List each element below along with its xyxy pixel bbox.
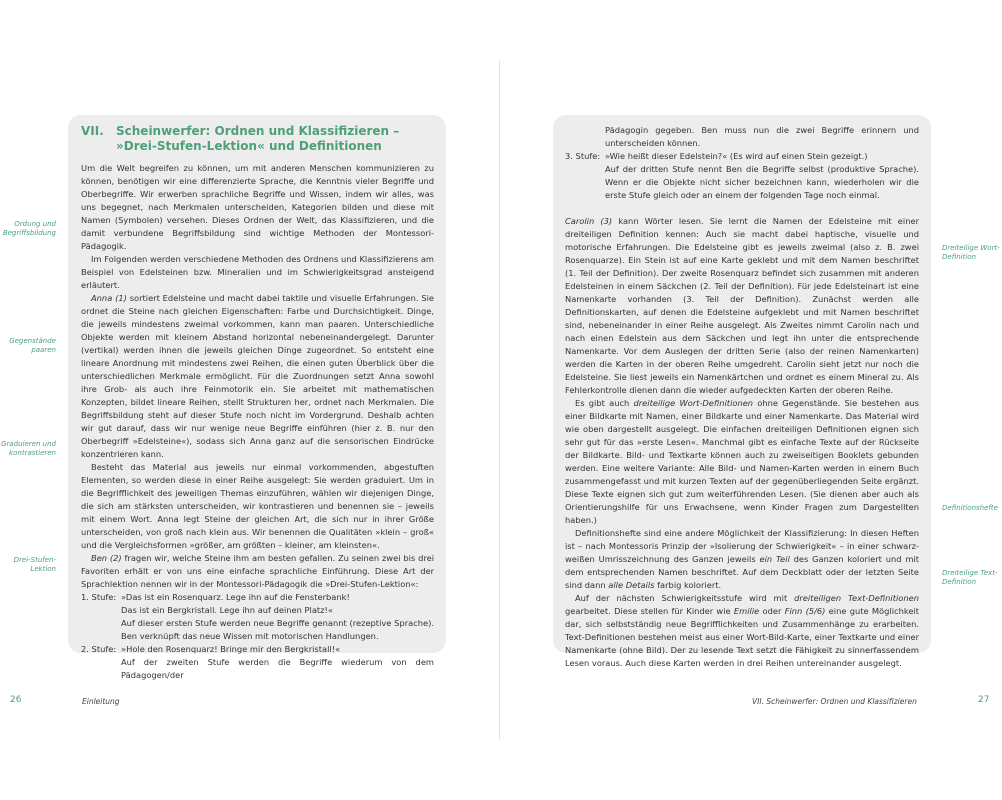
emphasis: dreiteilige Wort-Definitionen [633,398,754,408]
step-label: 2. Stufe: [81,644,117,654]
paragraph: Besteht das Material aus jeweils nur einmal vorkommenden, abgestuften Elementen, so werden diese in einer Reihe ausgelegt: Sie werden graduiert. Um in die Begrifflichkeit des jeweiligen Themas einzuführen, wählen wir diejenigen Dinge, die sich am stärksten unterscheiden, wir kontrastieren und benennen sie – jeweils mit einem Wort. Anna legt Steine der gleichen Art, die sich nur in ihrer Größe unterscheiden, von groß nach klein aus. Wir benennen die Qualitäten »klein – groß« und die Vergleichsformen »größer, am größten – kleiner, am kleinsten«. [81,462,434,550]
paragraph-text: kann Wörter lesen. Sie lernt die Namen der Edelsteine mit einer dreiteiligen Definition kennen: Auch sie macht dabei haptische, visuelle und motorische Erfahrungen. Die Edelsteine gibt es jeweils zweimal (also z. B. zwei Rosenquarze). Ein Stein ist auf eine Karte geklebt und mit dem Namen beschriftet (1. Teil der Definition). Der zweite Rosenquarz befindet sich zusammen mit anderen Edelsteinen in einem Säckchen (2. Teil der Definition). Für jede Edelsteinart ist eine Namenkarte vorhanden (3. Teil der Definition). Zunächst werden alle Definitionskarten, auf denen die Edelsteine aufgeklebt und mit Namen beschriftet sind, nebeneinander in einer Reihe ausgelegt. Als Zweites nimmt Carolin nach und nach einen Edelstein aus dem Säckchen und legt ihn unter die entsprechende Namenkarte. Vor dem Auslegen der dritten Serie (also der reinen Namenkarten) werden die Karten in der oberen Reihe umgedreht. Carolin sieht jetzt nur noch die Edelsteine. Sie liest jeweils ein Namenkärtchen und ordnet es einem Mineral zu. Als Fehlerkontrolle dienen dann die wieder aufgedeckten Karten der oberen Reihe. [565,216,919,395]
paragraph-text: Es gibt auch [575,398,634,408]
step-description: Auf dieser ersten Stufe werden neue Begriffe genannt (rezeptive Sprache). Ben verknüpft das neue Wissen mit motorischen Handlungen. [121,618,434,641]
lesson-step-1 [81,591,434,643]
step-quote: »Das ist ein Rosenquarz. Lege ihn auf die Fensterbank! [121,592,350,602]
step-quote: »Wie heißt dieser Edelstein?« (Es wird auf einen Stein gezeigt.) [605,151,868,161]
child-name: Anna (1) [91,293,127,303]
lesson-step-2 [81,643,434,682]
spacer [565,202,919,215]
step-label: 1. Stufe: [81,592,117,602]
step-quote: Das ist ein Bergkristall. Lege ihn auf deinen Platz!« [121,605,333,615]
child-name: Ben (2) [91,553,122,563]
step-label: 3. Stufe: [565,151,601,161]
chapter-title-line-1: Scheinwerfer: Ordnen und Klassifizieren – [116,124,400,138]
margin-note: Graduieren und kontrastieren [1,440,56,457]
paragraph-text: sortiert Edelsteine und macht dabei taktile und visuelle Erfahrungen. Sie ordnet die Steine nach gleichen Eigenschaften: Farbe und Durchsichtigkeit. Dinge, die jeweils mindestens zweimal vorkommen, kann man paaren. Unterschiedliche Objekte werden mit kleinem Abstand horizontal nebeneinandergelegt. Darunter (vertikal) werden ihnen die jeweils gleichen Dinge zugeordnet. So entsteht eine lineare Anordnung mit mindestens zwei Reihen, die einen guten Überblick über die unterschiedlichen Merkmale ermöglicht. Für die Zuordnungen setzt Anna sowohl ihre Grob- als auch ihre Feinmotorik ein. Sie arbeitet mit mathematischen Konzepten, bildet lineare Reihen, stellt Strukturen her, ordnet nach Merkmalen. Die Begriffsbildung steht auf dieser Stufe noch nicht im Vordergrund. Deshalb achten wir gut darauf, dass wir nur wenige neue Begriffe einführen (hier z. B. nur den Oberbegriff »Edelsteine«), sodass sich Anna ganz auf die sensorischen Eindrücke konzentrieren kann. [81,293,434,459]
paragraph [81,292,434,461]
paragraph-text: gearbeitet. Diese stellen für Kinder wie [565,606,734,616]
paragraph-text: Definitionshefte sind eine andere Möglichkeit der Klassifizierung: In diesen Heften ist – nach Montessoris Prinzip der »Isolierung der Schwierigkeit« – in einer schwarz-weißen Umrisszeichnung des Ganzen jeweils [565,528,919,564]
margin-note: Ordung und Begriffsbildung [2,220,56,237]
right-page-content-box [553,115,931,668]
emphasis: dreiteiligen Text-Definitionen [794,593,919,603]
margin-note: Dreiteilige Text-Definition [942,569,998,586]
chapter-title-line-2: »Drei-Stufen-Lektion« und Definitionen [116,139,382,153]
page-number: 26 [10,695,22,705]
step-description: Auf der dritten Stufe nennt Ben die Begriffe selbst (produktive Sprache). Wenn er die Objekte nicht sicher bezeichnen kann, wiederholen wir die erste Stufe gleich oder an einem der folgenden Tage noch einmal. [605,164,919,200]
running-footer: Einleitung [82,697,120,706]
paragraph [565,592,919,670]
paragraph-text: ohne Gegenstände. Sie bestehen aus einer Bildkarte mit Namen, einer Bildkarte und einer Namenkarte. Das Material wird wie oben dargestellt ausgelegt. Die einfachen dreiteiligen Definitionen eignen sich sehr gut für das »erste Lesen«. Manchmal gibt es einfache Texte auf der Rückseite der Bildkarte. Bild- und Textkarte können auch zu zweiseitigen Booklets gebunden werden. Eine weitere Variante: Alle Bild- und Namen-Karten werden in einem Buch zusammengefasst und mit kurzen Texten auf der gegenüberliegenden Seite ergänzt. Diese Texte eignen sich gut zum weiterführenden Lesen. (Sie dienen aber auch als Orientierungshilfe für uns Erwachsene, wenn Kinder Fragen zum Dargestellten haben.) [565,398,920,525]
page-spine [499,60,500,740]
paragraph-text: fragen wir, welche Steine ihm am besten gefallen. Zu seinen zwei bis drei Favoriten erhält er von uns eine einfache sprachliche Einführung. Diese Art der Sprachlektion nennen wir in der Montessori-Pädagogik die »Drei-Stufen-Lektion«: [81,553,434,589]
step-continuation: Pädagogin gegeben. Ben muss nun die zwei Begriffe erinnern und unterscheiden können. [605,125,919,148]
margin-note: Definitionshefte [942,504,998,512]
child-name: Emilie [733,606,760,616]
lesson-step-3 [565,150,919,202]
paragraph [565,215,919,397]
margin-note: Drei-Stufen-Lektion [13,556,56,573]
margin-note: Dreiteilige Wort-Definition [942,244,1000,261]
emphasis: alle Details [608,580,655,590]
paragraph-text: oder [759,606,785,616]
chapter-title [81,124,434,154]
running-footer: VII. Scheinwerfer: Ordnen und Klassifizieren [752,697,917,706]
left-page-content-box [68,115,446,680]
paragraph-text: Auf der nächsten Schwierigkeitsstufe wird mit [575,593,795,603]
child-name: Carolin (3) [565,216,613,226]
paragraph [81,552,434,591]
paragraph: Im Folgenden werden verschiedene Methoden des Ordnens und Klassifizierens am Beispiel von Edelsteinen bzw. Mineralien und im Schwierigkeitsgrad ansteigend erläutert. [81,254,434,290]
paragraph [565,397,919,527]
paragraph-text: des Ganzen koloriert und mit dem entsprechenden Namen beschriftet. Auf dem Deckblatt oder der letzten Seite sind dann [565,554,919,590]
margin-note: Gegenstände paaren [9,337,56,354]
emphasis: ein Teil [759,554,790,564]
right-body-text [565,124,919,670]
paragraph: Um die Welt begreifen zu können, um mit anderen Menschen kommunizieren zu können, benötigen wir eine differenzierte Sprache, die Kenntnis vieler Begriffe und Oberbegriffe. Wir erwerben sprachliche Begriffe und Wissen, indem wir alles, was uns begegnet, nach Merkmalen unterscheiden, Kategorien bilden und diese mit Namen (Symbolen) versehen. Dieses Ordnen der Welt, das Klassifizieren, und die damit verbundene Begriffsbildung sind wichtige Methoden der Montessori-Pädagogik. [81,163,434,251]
chapter-number: VII. [81,124,104,138]
child-name: Finn (5/6) [784,606,826,616]
page-number: 27 [978,695,990,705]
left-body-text [81,162,434,682]
paragraph-text: eine gute Möglichkeit dar, sich selbstständig neue Begrifflichkeiten und Zusammenhänge zu erarbeiten. Text-Definitionen bestehen meist aus einer Wort-Bild-Karte, einer Textkarte und einer Namenkarte (ohne Bild). Der zu lesende Text setzt die Fähigkeit zu sinnerfassendem Lesen voraus. Auch diese Karten werden in drei Reihen untereinander ausgelegt. [565,606,919,668]
step-description: Auf der zweiten Stufe werden die Begriffe wiederum von dem Pädagogen/der [121,657,434,680]
step-quote: »Hole den Rosenquarz! Bringe mir den Bergkristall!« [121,644,341,654]
paragraph-text: farbig koloriert. [654,580,722,590]
paragraph [565,527,919,592]
